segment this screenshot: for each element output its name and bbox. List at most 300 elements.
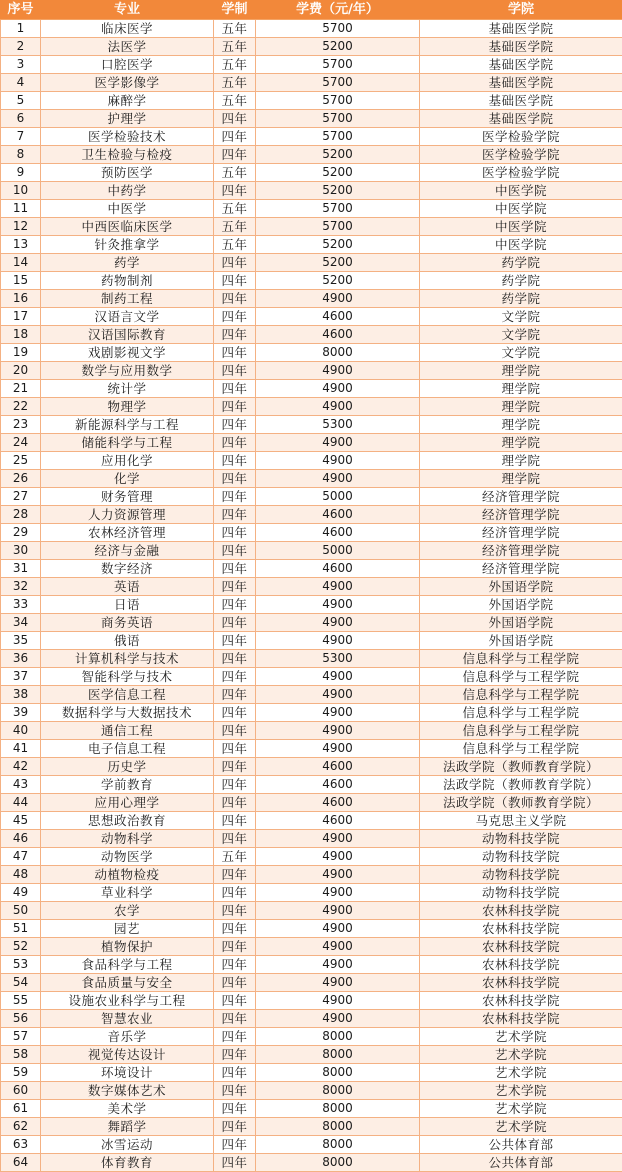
- cell-no: 25: [1, 452, 41, 470]
- table-header: [1, 1, 622, 20]
- table-row: [1, 722, 622, 740]
- cell-no: 30: [1, 542, 41, 560]
- cell-college: 艺术学院: [420, 1082, 622, 1100]
- cell-duration: 四年: [214, 470, 256, 488]
- cell-no: 59: [1, 1064, 41, 1082]
- cell-duration: 四年: [214, 632, 256, 650]
- cell-fee: 4900: [256, 1010, 420, 1028]
- cell-college: 动物科技学院: [420, 848, 622, 866]
- cell-major: 人力资源管理: [41, 506, 214, 524]
- cell-no: 21: [1, 380, 41, 398]
- cell-duration: 四年: [214, 902, 256, 920]
- cell-no: 46: [1, 830, 41, 848]
- cell-fee: 4900: [256, 362, 420, 380]
- table-row: [1, 1064, 622, 1082]
- cell-no: 22: [1, 398, 41, 416]
- cell-major: 动植物检疫: [41, 866, 214, 884]
- table-row: [1, 236, 622, 254]
- cell-no: 28: [1, 506, 41, 524]
- cell-college: 外国语学院: [420, 632, 622, 650]
- cell-fee: 8000: [256, 1154, 420, 1172]
- cell-duration: 四年: [214, 1118, 256, 1136]
- table-row: [1, 1046, 622, 1064]
- cell-major: 中药学: [41, 182, 214, 200]
- cell-major: 卫生检验与检疫: [41, 146, 214, 164]
- table-row: [1, 380, 622, 398]
- cell-college: 农林科技学院: [420, 920, 622, 938]
- header-no: 序号: [1, 1, 41, 20]
- cell-college: 经济管理学院: [420, 560, 622, 578]
- cell-major: 智能科学与技术: [41, 668, 214, 686]
- cell-fee: 4900: [256, 632, 420, 650]
- cell-duration: 四年: [214, 722, 256, 740]
- cell-college: 文学院: [420, 308, 622, 326]
- table-row: [1, 110, 622, 128]
- table-row: [1, 542, 622, 560]
- cell-college: 信息科学与工程学院: [420, 686, 622, 704]
- cell-major: 商务英语: [41, 614, 214, 632]
- table-row: [1, 776, 622, 794]
- cell-fee: 4900: [256, 398, 420, 416]
- cell-major: 食品科学与工程: [41, 956, 214, 974]
- cell-fee: 4600: [256, 560, 420, 578]
- header-major: 专业: [41, 1, 214, 20]
- cell-fee: 5700: [256, 128, 420, 146]
- cell-duration: 五年: [214, 56, 256, 74]
- cell-no: 17: [1, 308, 41, 326]
- cell-fee: 8000: [256, 1100, 420, 1118]
- cell-no: 44: [1, 794, 41, 812]
- cell-major: 医学检验技术: [41, 128, 214, 146]
- table-row: [1, 416, 622, 434]
- cell-college: 农林科技学院: [420, 1010, 622, 1028]
- cell-no: 36: [1, 650, 41, 668]
- header-college: 学院: [420, 1, 622, 20]
- cell-major: 统计学: [41, 380, 214, 398]
- cell-no: 11: [1, 200, 41, 218]
- table-row: [1, 1154, 622, 1172]
- cell-major: 美术学: [41, 1100, 214, 1118]
- cell-no: 18: [1, 326, 41, 344]
- cell-fee: 4900: [256, 902, 420, 920]
- cell-no: 4: [1, 74, 41, 92]
- table-row: [1, 92, 622, 110]
- cell-duration: 四年: [214, 938, 256, 956]
- cell-major: 针灸推拿学: [41, 236, 214, 254]
- cell-college: 中医学院: [420, 182, 622, 200]
- table-row: [1, 362, 622, 380]
- cell-fee: 5200: [256, 254, 420, 272]
- cell-major: 制药工程: [41, 290, 214, 308]
- cell-college: 理学院: [420, 452, 622, 470]
- cell-college: 药学院: [420, 290, 622, 308]
- cell-fee: 4900: [256, 956, 420, 974]
- cell-fee: 4900: [256, 938, 420, 956]
- table-row: [1, 272, 622, 290]
- cell-college: 信息科学与工程学院: [420, 668, 622, 686]
- cell-no: 2: [1, 38, 41, 56]
- cell-duration: 四年: [214, 416, 256, 434]
- table-row: [1, 758, 622, 776]
- cell-college: 基础医学院: [420, 56, 622, 74]
- cell-fee: 4900: [256, 974, 420, 992]
- cell-no: 40: [1, 722, 41, 740]
- cell-no: 27: [1, 488, 41, 506]
- cell-college: 经济管理学院: [420, 524, 622, 542]
- cell-duration: 四年: [214, 272, 256, 290]
- table-row: [1, 902, 622, 920]
- cell-no: 37: [1, 668, 41, 686]
- cell-no: 39: [1, 704, 41, 722]
- table-row: [1, 164, 622, 182]
- cell-duration: 四年: [214, 578, 256, 596]
- cell-fee: 4900: [256, 470, 420, 488]
- cell-duration: 四年: [214, 560, 256, 578]
- cell-no: 12: [1, 218, 41, 236]
- cell-major: 临床医学: [41, 20, 214, 38]
- cell-duration: 四年: [214, 182, 256, 200]
- table-row: [1, 668, 622, 686]
- cell-college: 农林科技学院: [420, 956, 622, 974]
- cell-major: 数据科学与大数据技术: [41, 704, 214, 722]
- cell-fee: 5700: [256, 74, 420, 92]
- cell-no: 20: [1, 362, 41, 380]
- cell-no: 51: [1, 920, 41, 938]
- cell-no: 29: [1, 524, 41, 542]
- cell-major: 舞蹈学: [41, 1118, 214, 1136]
- cell-major: 数学与应用数学: [41, 362, 214, 380]
- cell-duration: 五年: [214, 848, 256, 866]
- cell-major: 护理学: [41, 110, 214, 128]
- cell-college: 中医学院: [420, 218, 622, 236]
- cell-fee: 8000: [256, 1136, 420, 1154]
- cell-college: 法政学院（教师教育学院）: [420, 758, 622, 776]
- cell-major: 储能科学与工程: [41, 434, 214, 452]
- cell-duration: 四年: [214, 434, 256, 452]
- table-row: [1, 866, 622, 884]
- cell-fee: 4600: [256, 326, 420, 344]
- cell-college: 动物科技学院: [420, 884, 622, 902]
- cell-duration: 四年: [214, 1010, 256, 1028]
- cell-no: 1: [1, 20, 41, 38]
- table-row: [1, 20, 622, 38]
- cell-major: 草业科学: [41, 884, 214, 902]
- cell-major: 俄语: [41, 632, 214, 650]
- cell-no: 49: [1, 884, 41, 902]
- cell-major: 通信工程: [41, 722, 214, 740]
- cell-no: 16: [1, 290, 41, 308]
- cell-major: 农学: [41, 902, 214, 920]
- cell-major: 麻醉学: [41, 92, 214, 110]
- cell-duration: 四年: [214, 812, 256, 830]
- table-row: [1, 326, 622, 344]
- cell-fee: 8000: [256, 1046, 420, 1064]
- cell-major: 计算机科学与技术: [41, 650, 214, 668]
- table-row: [1, 434, 622, 452]
- cell-college: 农林科技学院: [420, 974, 622, 992]
- cell-fee: 5700: [256, 92, 420, 110]
- cell-no: 42: [1, 758, 41, 776]
- cell-college: 经济管理学院: [420, 506, 622, 524]
- cell-college: 医学检验学院: [420, 146, 622, 164]
- cell-duration: 四年: [214, 398, 256, 416]
- cell-duration: 四年: [214, 740, 256, 758]
- table-row: [1, 812, 622, 830]
- cell-no: 38: [1, 686, 41, 704]
- cell-duration: 五年: [214, 218, 256, 236]
- cell-college: 艺术学院: [420, 1028, 622, 1046]
- cell-duration: 四年: [214, 794, 256, 812]
- cell-duration: 四年: [214, 884, 256, 902]
- cell-fee: 5700: [256, 218, 420, 236]
- table-row: [1, 254, 622, 272]
- cell-duration: 四年: [214, 110, 256, 128]
- table-row: [1, 1082, 622, 1100]
- cell-duration: 五年: [214, 92, 256, 110]
- cell-fee: 4900: [256, 380, 420, 398]
- table-row: [1, 974, 622, 992]
- cell-fee: 8000: [256, 1064, 420, 1082]
- cell-fee: 8000: [256, 1028, 420, 1046]
- cell-duration: 四年: [214, 488, 256, 506]
- cell-college: 基础医学院: [420, 110, 622, 128]
- table-row: [1, 146, 622, 164]
- cell-college: 理学院: [420, 380, 622, 398]
- table-row: [1, 308, 622, 326]
- cell-no: 23: [1, 416, 41, 434]
- cell-fee: 4900: [256, 578, 420, 596]
- cell-major: 植物保护: [41, 938, 214, 956]
- cell-major: 口腔医学: [41, 56, 214, 74]
- cell-fee: 5200: [256, 38, 420, 56]
- cell-college: 公共体育部: [420, 1136, 622, 1154]
- cell-duration: 四年: [214, 128, 256, 146]
- cell-major: 数字媒体艺术: [41, 1082, 214, 1100]
- cell-duration: 四年: [214, 1136, 256, 1154]
- table-row: [1, 632, 622, 650]
- cell-no: 55: [1, 992, 41, 1010]
- cell-fee: 4900: [256, 920, 420, 938]
- cell-college: 医学检验学院: [420, 128, 622, 146]
- cell-college: 动物科技学院: [420, 830, 622, 848]
- cell-fee: 4900: [256, 596, 420, 614]
- table-row: [1, 38, 622, 56]
- cell-college: 动物科技学院: [420, 866, 622, 884]
- cell-college: 法政学院（教师教育学院）: [420, 794, 622, 812]
- table-row: [1, 938, 622, 956]
- cell-fee: 4900: [256, 740, 420, 758]
- cell-no: 10: [1, 182, 41, 200]
- table-row: [1, 704, 622, 722]
- table-row: [1, 740, 622, 758]
- table-row: [1, 128, 622, 146]
- table-row: [1, 1100, 622, 1118]
- cell-duration: 五年: [214, 20, 256, 38]
- cell-major: 电子信息工程: [41, 740, 214, 758]
- cell-college: 基础医学院: [420, 38, 622, 56]
- cell-fee: 5200: [256, 164, 420, 182]
- cell-college: 外国语学院: [420, 578, 622, 596]
- cell-major: 设施农业科学与工程: [41, 992, 214, 1010]
- cell-college: 医学检验学院: [420, 164, 622, 182]
- cell-major: 数字经济: [41, 560, 214, 578]
- cell-major: 音乐学: [41, 1028, 214, 1046]
- table-row: [1, 398, 622, 416]
- cell-college: 文学院: [420, 326, 622, 344]
- cell-major: 新能源科学与工程: [41, 416, 214, 434]
- cell-major: 应用心理学: [41, 794, 214, 812]
- cell-college: 基础医学院: [420, 92, 622, 110]
- cell-no: 48: [1, 866, 41, 884]
- cell-fee: 4900: [256, 722, 420, 740]
- table-row: [1, 524, 622, 542]
- cell-no: 24: [1, 434, 41, 452]
- cell-duration: 五年: [214, 164, 256, 182]
- cell-major: 药物制剂: [41, 272, 214, 290]
- cell-college: 理学院: [420, 434, 622, 452]
- cell-college: 中医学院: [420, 200, 622, 218]
- cell-no: 5: [1, 92, 41, 110]
- cell-college: 农林科技学院: [420, 902, 622, 920]
- cell-fee: 5700: [256, 110, 420, 128]
- cell-major: 动物医学: [41, 848, 214, 866]
- cell-fee: 5200: [256, 182, 420, 200]
- cell-duration: 四年: [214, 920, 256, 938]
- cell-duration: 四年: [214, 866, 256, 884]
- cell-duration: 四年: [214, 1064, 256, 1082]
- table-row: [1, 578, 622, 596]
- table-row: [1, 56, 622, 74]
- cell-college: 中医学院: [420, 236, 622, 254]
- cell-college: 信息科学与工程学院: [420, 704, 622, 722]
- table-row: [1, 488, 622, 506]
- table-row: [1, 848, 622, 866]
- cell-college: 外国语学院: [420, 614, 622, 632]
- cell-fee: 4900: [256, 290, 420, 308]
- cell-major: 法医学: [41, 38, 214, 56]
- table-row: [1, 344, 622, 362]
- cell-college: 经济管理学院: [420, 542, 622, 560]
- cell-duration: 四年: [214, 452, 256, 470]
- cell-major: 体育教育: [41, 1154, 214, 1172]
- cell-no: 26: [1, 470, 41, 488]
- cell-duration: 四年: [214, 614, 256, 632]
- cell-duration: 五年: [214, 200, 256, 218]
- cell-duration: 四年: [214, 650, 256, 668]
- cell-major: 预防医学: [41, 164, 214, 182]
- cell-duration: 四年: [214, 524, 256, 542]
- cell-fee: 5700: [256, 200, 420, 218]
- cell-no: 8: [1, 146, 41, 164]
- table-row: [1, 1136, 622, 1154]
- cell-no: 19: [1, 344, 41, 362]
- cell-college: 信息科学与工程学院: [420, 740, 622, 758]
- cell-college: 信息科学与工程学院: [420, 722, 622, 740]
- cell-fee: 4900: [256, 614, 420, 632]
- cell-fee: 5700: [256, 20, 420, 38]
- header-duration: 学制: [214, 1, 256, 20]
- cell-college: 理学院: [420, 398, 622, 416]
- cell-fee: 4900: [256, 884, 420, 902]
- cell-no: 35: [1, 632, 41, 650]
- cell-no: 34: [1, 614, 41, 632]
- cell-duration: 四年: [214, 542, 256, 560]
- table-row: [1, 956, 622, 974]
- cell-duration: 四年: [214, 992, 256, 1010]
- cell-no: 56: [1, 1010, 41, 1028]
- cell-no: 31: [1, 560, 41, 578]
- cell-duration: 四年: [214, 668, 256, 686]
- cell-no: 9: [1, 164, 41, 182]
- cell-duration: 四年: [214, 758, 256, 776]
- cell-no: 41: [1, 740, 41, 758]
- table-row: [1, 470, 622, 488]
- cell-college: 农林科技学院: [420, 938, 622, 956]
- cell-duration: 四年: [214, 686, 256, 704]
- cell-no: 47: [1, 848, 41, 866]
- table-row: [1, 506, 622, 524]
- cell-major: 园艺: [41, 920, 214, 938]
- table-body: [1, 20, 622, 1172]
- table-row: [1, 992, 622, 1010]
- table-row: [1, 218, 622, 236]
- cell-major: 中医学: [41, 200, 214, 218]
- cell-no: 3: [1, 56, 41, 74]
- cell-college: 艺术学院: [420, 1064, 622, 1082]
- cell-college: 外国语学院: [420, 596, 622, 614]
- cell-major: 药学: [41, 254, 214, 272]
- cell-major: 财务管理: [41, 488, 214, 506]
- cell-major: 化学: [41, 470, 214, 488]
- cell-major: 戏剧影视文学: [41, 344, 214, 362]
- cell-fee: 4900: [256, 992, 420, 1010]
- cell-duration: 四年: [214, 1046, 256, 1064]
- cell-fee: 8000: [256, 1082, 420, 1100]
- cell-college: 信息科学与工程学院: [420, 650, 622, 668]
- cell-major: 医学信息工程: [41, 686, 214, 704]
- cell-no: 45: [1, 812, 41, 830]
- cell-fee: 5200: [256, 146, 420, 164]
- cell-major: 思想政治教育: [41, 812, 214, 830]
- cell-major: 学前教育: [41, 776, 214, 794]
- cell-major: 冰雪运动: [41, 1136, 214, 1154]
- cell-college: 艺术学院: [420, 1100, 622, 1118]
- table-row: [1, 884, 622, 902]
- cell-duration: 四年: [214, 290, 256, 308]
- table-row: [1, 200, 622, 218]
- cell-fee: 5700: [256, 56, 420, 74]
- cell-no: 53: [1, 956, 41, 974]
- cell-no: 64: [1, 1154, 41, 1172]
- table-row: [1, 650, 622, 668]
- cell-no: 54: [1, 974, 41, 992]
- table-row: [1, 794, 622, 812]
- cell-no: 7: [1, 128, 41, 146]
- cell-fee: 8000: [256, 1118, 420, 1136]
- cell-duration: 四年: [214, 1082, 256, 1100]
- cell-major: 中西医临床医学: [41, 218, 214, 236]
- table-row: [1, 830, 622, 848]
- cell-duration: 四年: [214, 596, 256, 614]
- cell-no: 61: [1, 1100, 41, 1118]
- cell-college: 文学院: [420, 344, 622, 362]
- cell-no: 43: [1, 776, 41, 794]
- table-row: [1, 452, 622, 470]
- cell-college: 艺术学院: [420, 1118, 622, 1136]
- cell-fee: 5300: [256, 416, 420, 434]
- cell-fee: 5300: [256, 650, 420, 668]
- cell-major: 应用化学: [41, 452, 214, 470]
